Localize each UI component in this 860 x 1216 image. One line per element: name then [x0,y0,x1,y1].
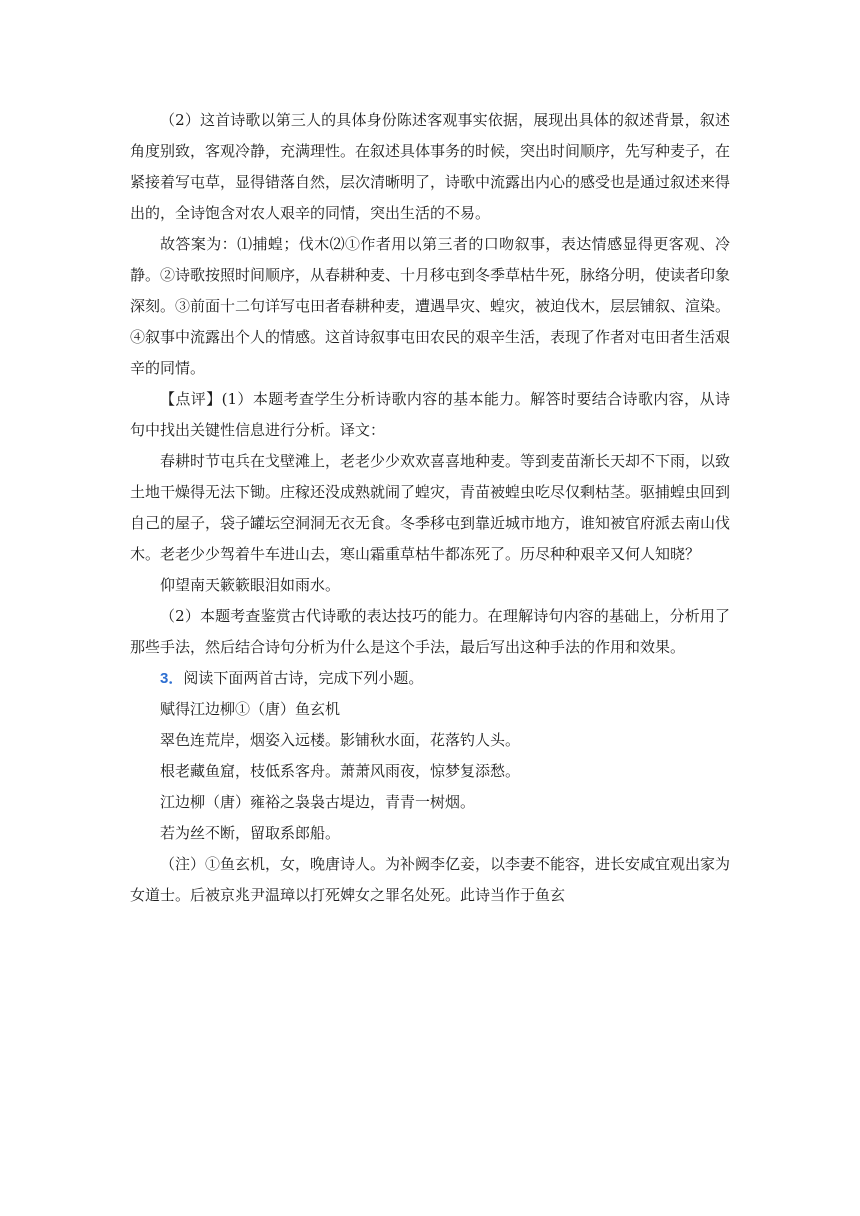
question-heading [130,663,730,694]
poem1-title: 赋得江边柳①（唐）鱼玄机 [160,700,341,718]
poem1-line: 根老藏鱼窟，枝低系客舟。萧萧风雨夜，惊梦复添愁。 [160,762,521,780]
document-body [130,105,730,911]
technique-paragraph: （2）本题考查鉴赏古代诗歌的表达技巧的能力。在理解诗句内容的基础上，分析用了那些手法，然后结合诗句分析为什么是这个手法，最后写出这种手法的作用和效果。 [130,607,730,656]
translation-paragraph: 春耕时节屯兵在戈壁滩上，老老少少欢欢喜喜地种麦。等到麦苗渐长天却不下雨，以致土地干燥得无法下锄。庄稼还没成熟就闹了蝗灾，青苗被蝗虫吃尽仅剩枯茎。驱捕蝗虫回到自己的屋子，袋子罐坛空洞洞无衣无食。冬季移屯到靠近城市地方，谁知被官府派去南山伐木。老老少少驾着牛车进山去，寒山霜重草枯牛都冻死了。历尽种种艰辛又何人知晓？ [130,452,731,563]
annotation-note: （注）①鱼玄机，女，晚唐诗人。为补阙李亿妾，以李妻不能容，进长安咸宜观出家为女道士。后被京兆尹温璋以打死婢女之罪名处死。此诗当作于鱼玄 [130,855,731,904]
comment-paragraph: 【点评】(1）本题考查学生分析诗歌内容的基本能力。解答时要结合诗歌内容，从诗句中找出关键性信息进行分析。译文： [130,390,730,439]
question-text: 阅读下面两首古诗，完成下列小题。 [183,669,424,687]
analysis-paragraph-2: （2）这首诗歌以第三人的具体身份陈述客观事实依据，展现出具体的叙述背景，叙述角度别致，客观冷静，充满理性。在叙述具体事务的时候，突出时间顺序，先写种麦子，在紧接着写屯草，显得错落自然，层次清晰明了，诗歌中流露出内心的感受也是通过叙述来得出的，全诗饱含对农人艰辛的同情，突出生活的不易。 [130,111,731,222]
poem2-line: 江边柳（唐）雍裕之袅袅古堤边，青青一树烟。 [160,793,476,811]
question-number: 3． [160,670,184,687]
translation-last-line: 仰望南天簌簌眼泪如雨水。 [160,576,341,594]
answer-paragraph: 故答案为：⑴捕蝗；伐木⑵①作者用以第三者的口吻叙事，表达情感显得更客观、冷静。②诗歌按照时间顺序，从春耕种麦、十月移屯到冬季草枯牛死，脉络分明，使读者印象深刻。③前面十二句详写屯田者春耕种麦，遭遇旱灾、蝗灾，被迫伐木，层层铺叙、渲染。④叙事中流露出个人的情感。这首诗叙事屯田农民的艰辛生活，表现了作者对屯田者生活艰辛的同情。 [130,235,731,377]
poem1-line: 翠色连荒岸，烟姿入远楼。影铺秋水面，花落钓人头。 [160,731,521,749]
poem2-line: 若为丝不断，留取系郎船。 [160,824,341,842]
